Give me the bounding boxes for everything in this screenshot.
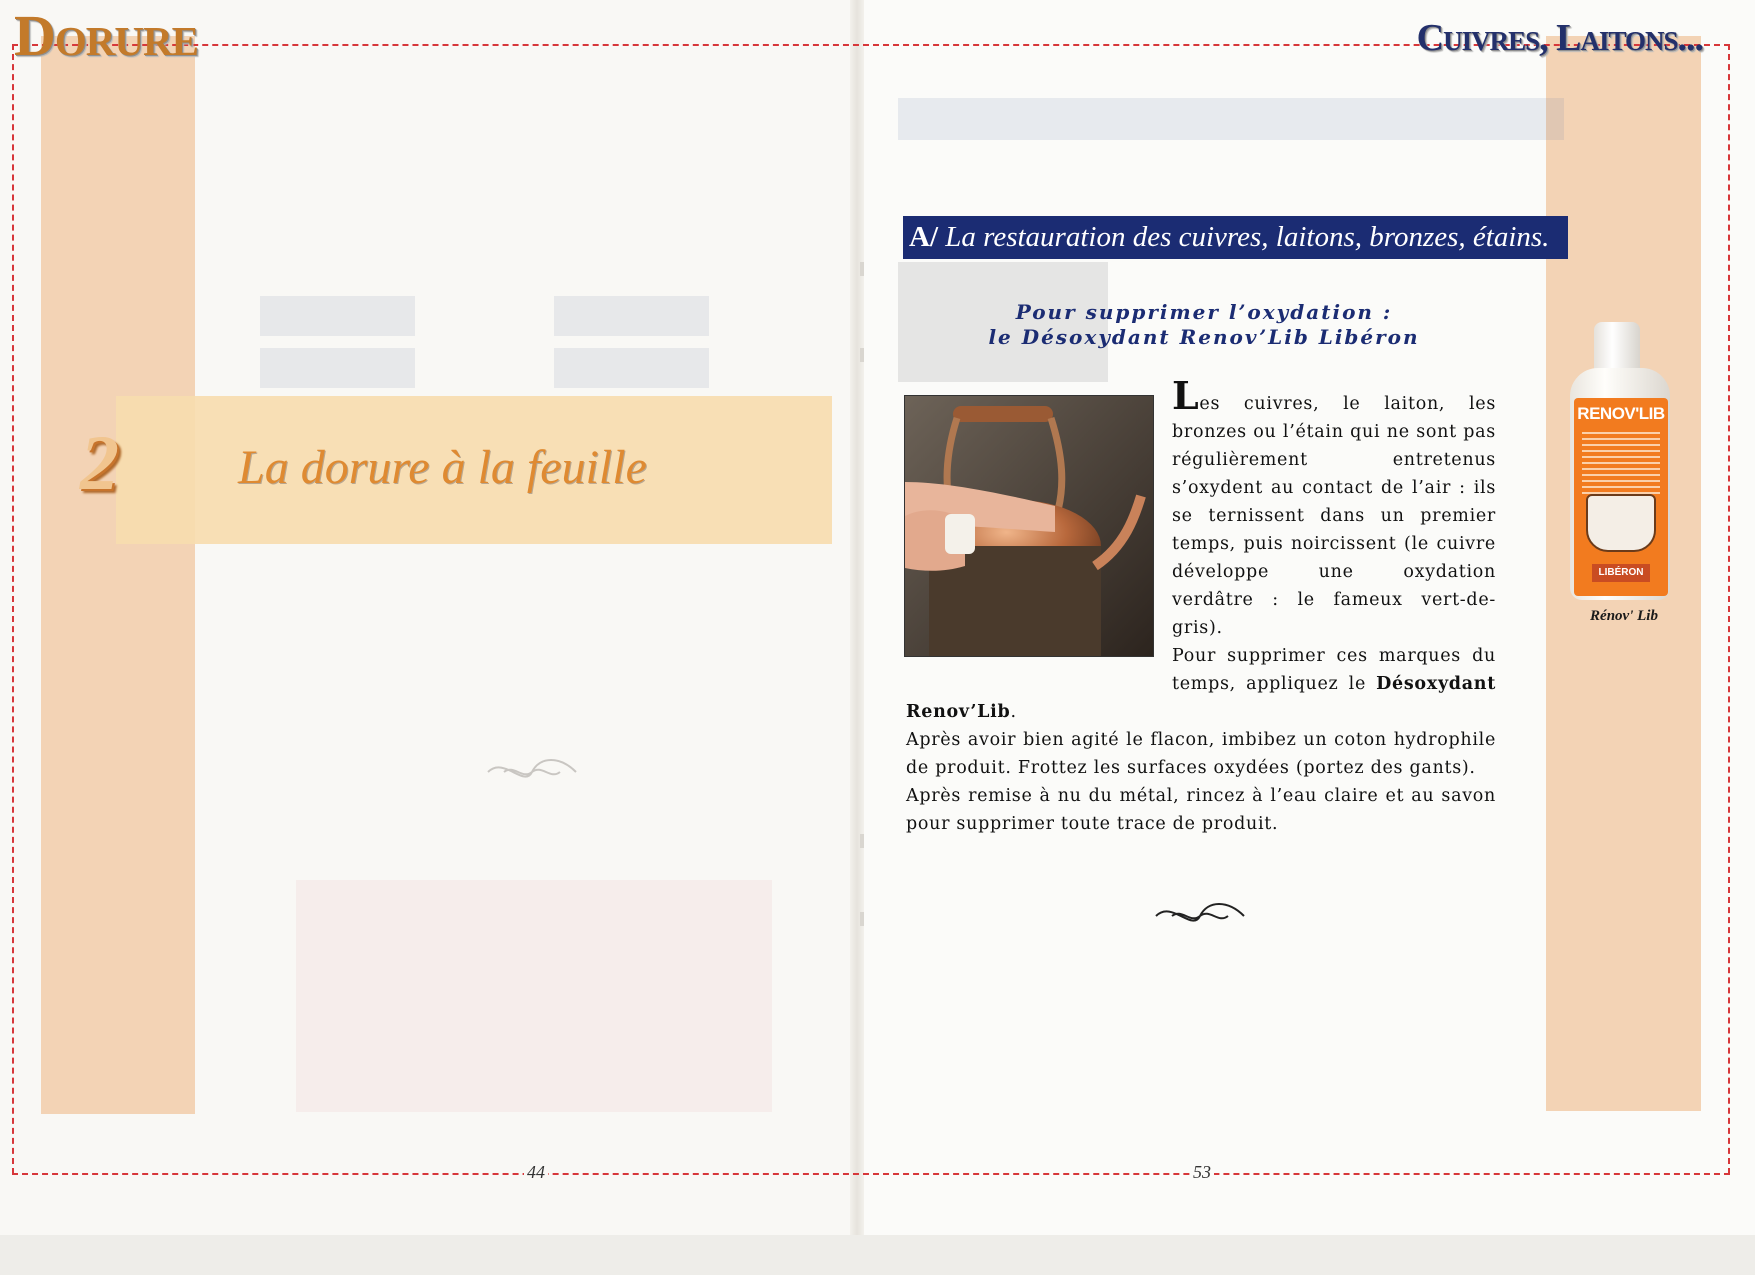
ghost-box xyxy=(296,880,772,1112)
paragraph-2-start: Pour supprimer ces marques du temps, appliquez le xyxy=(1172,646,1496,694)
dashed-frame-bottom xyxy=(12,1173,1730,1175)
binding-mark xyxy=(860,348,864,362)
chapter-title: La dorure à la feuille xyxy=(238,441,647,494)
product-name-bold: Désoxydant Renov’Lib xyxy=(906,674,1496,722)
binding-mark xyxy=(860,912,864,926)
scan-bottom-edge xyxy=(0,1235,1755,1275)
binding-mark xyxy=(860,262,864,276)
bottle-label xyxy=(1574,398,1668,596)
ghost-block xyxy=(260,296,415,336)
ghost-block xyxy=(554,296,709,336)
binding-mark xyxy=(860,834,864,848)
dashed-frame-right xyxy=(1728,44,1730,1174)
body-text xyxy=(906,373,1496,838)
paragraph-2-end: . xyxy=(1010,702,1017,722)
brand-logo: LIBÉRON xyxy=(1592,564,1650,582)
ghost-band xyxy=(898,98,1564,140)
drop-cap: L xyxy=(1172,373,1200,418)
left-peach-column xyxy=(41,36,195,1114)
left-running-header: Dorure xyxy=(14,3,198,68)
ghost-block xyxy=(260,348,415,388)
right-page-number: 53 xyxy=(1190,1162,1214,1183)
bottle-label-fine-print xyxy=(1582,432,1660,494)
subtitle-line-1: Pour supprimer l’oxydation : xyxy=(1015,300,1393,324)
paragraph-1-text: es cuivres, le laiton, les bronzes ou l’étain qui ne sont pas régulièrement entretenus s’oxydent au contact de l’air : ils se ternissent dans un premier temps, puis noircissent (le cuivre développe une oxydation verdâtre : le fameux vert-de-gris). xyxy=(1172,394,1496,638)
right-running-header: Cuivres, Laitons... xyxy=(1416,17,1703,59)
section-title: La restauration des cuivres, laitons, bronzes, étains. xyxy=(945,221,1550,253)
subtitle-line-2: le Désoxydant Renov’Lib Libéron xyxy=(988,325,1420,349)
section-letter: A/ xyxy=(909,221,938,253)
product-subtitle xyxy=(904,300,1504,350)
flourish-ornament xyxy=(1152,896,1248,936)
paragraph-3: Après avoir bien agité le flacon, imbibez un coton hydrophile de produit. Frottez les surfaces oxydées (portez des gants). xyxy=(906,730,1496,778)
paragraph-4: Après remise à nu du métal, rincez à l’eau claire et au savon pour supprimer toute trace de produit. xyxy=(906,786,1496,834)
flourish-ornament xyxy=(484,752,580,792)
book-gutter xyxy=(850,0,864,1240)
section-heading-bar xyxy=(903,216,1568,259)
photo-spacer xyxy=(906,382,1172,672)
product-caption: Rénov' Lib xyxy=(1590,608,1658,624)
dashed-frame-left xyxy=(12,44,14,1174)
bottle-label-title: RENOV'LIB xyxy=(1577,404,1665,423)
chapter-number: 2 xyxy=(80,419,119,506)
left-page-number: 44 xyxy=(524,1162,548,1183)
pot-icon xyxy=(1586,494,1656,552)
ghost-block xyxy=(554,348,709,388)
